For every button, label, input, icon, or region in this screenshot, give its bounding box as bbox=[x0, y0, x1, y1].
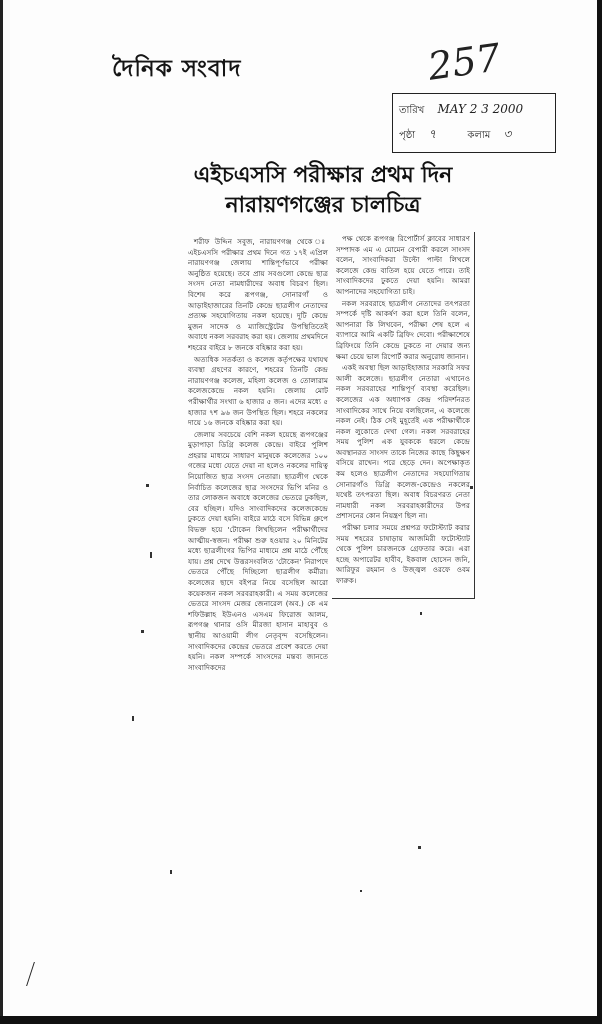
scan-speck bbox=[470, 486, 473, 489]
scan-speck bbox=[132, 716, 134, 721]
scan-speck bbox=[360, 890, 362, 892]
scan-speck bbox=[141, 630, 144, 633]
stamp-column-value: ৩ bbox=[503, 127, 512, 141]
scan-speck bbox=[150, 552, 152, 558]
scan-speck bbox=[418, 846, 421, 849]
article-paragraph: নকল সরবরাহে ছাত্রলীগ নেতাদের তৎপরতা সম্পর্কে দৃষ্টি আকর্ষণ করা হলে তিনি বলেন, আপনারা কি লিখবেন, পরীক্ষা শেষ হলে এ ব্যাপারে আমি একটি ব্রিফিং দেবো। পরীক্ষাশেষে ব্রিফিংয়ে তিনি কেন্দ্রে ঢুকতে না দেয়ার জন্য ক্ষমা চেয়ে ভাল রিপোর্ট করার অনুরোধ জানান। bbox=[336, 298, 470, 361]
scan-speck bbox=[170, 870, 172, 874]
newspaper-masthead: দৈনিক সংবাদ bbox=[112, 55, 242, 82]
stamp-date-label: তারিখ bbox=[399, 105, 425, 116]
scan-mark bbox=[26, 962, 43, 986]
article-paragraph: অত্যধিক সতর্কতা ও কলেজ কর্তৃপক্ষের যথাযথ ব্যবস্থা গ্রহণের কারণে, শহরের তিনটি কেন্দ্র নারায়ণগঞ্জ কলেজ, মহিলা কলেজ ও তোলারাম কলেজকেন্দ্রে নকল হয়নি। জেলায় মোট পরীক্ষার্থীর সংখ্যা ৬ হাজার ৫ জন। এদের মধ্যে ৫ হাজার ৭শ ৯৬ জন উপস্থিত ছিল। শহরে নকলের দায়ে ১৬ জনকে বহিষ্কার করা হয়। bbox=[188, 354, 328, 428]
handwritten-number: 257 bbox=[425, 35, 504, 89]
headline-line-2: নারায়ণগঞ্জের চালচিত্র bbox=[225, 192, 421, 218]
article-paragraph: একই অবস্থা ছিল আড়াইহাজার সরকারি সফর আলী কলেজে। ছাত্রলীগ নেতারা এখানেও নকল সরবরাহের শান্তিপূর্ণ ব্যবস্থা করেছিল। কলেজের এক অধ্যাপক কেন্দ্র পরিদর্শনরত সাংবাদিকের সাথে নিয়ে বলছিলেন, এ কলেজে নকল নেই। ঠিক সেই মুহূর্তেই এক পরীক্ষার্থীকে নকল লুকোতে দেখা গেল। নকল সরবরাহের সময় পুলিশ এক যুবককে ধরলে কেন্দ্রে অবস্থানরত সাংসদ তাকে নিজের কাছে কিছুক্ষণ বসিয়ে রাখেন। পরে ছেড়ে দেন। অপেক্ষাকৃত কম হলেও ছাত্রলীগ নেতাদের সহযোগিতায় সোনারগাঁও ডিগ্রি কলেজ-কেন্দ্রেও নকলের যথেষ্ট তৎপরতা ছিল। অবাধ বিচরণরত নেতা নামধারী নকল সরবরাহকারীদের উপর প্রশাসনের কোন নিয়ন্ত্রণ ছিল না। bbox=[336, 363, 470, 521]
date-stamp bbox=[392, 93, 556, 153]
article-column-right bbox=[336, 234, 470, 596]
stamp-page-row bbox=[399, 126, 511, 146]
article-paragraph: পক্ষ থেকে রূপগঞ্জ রিপোর্টার্স ক্লাবের সাধারণ সম্পাদক এম এ মোমেন বেপারী করলে সাংসদ বলেন, সাংবাদিকরা উল্টো পাল্টা লিখলে কলেজে কেন্দ্র বাতিল হয়ে যেতে পারে। তাই সাংবাদিকদের ঢুকতে দেয়া হয়নি। আমরা আপনাদের সহযোগিতা চাই। bbox=[336, 234, 470, 296]
headline-line-1: এইচএসসি পরীক্ষার প্রথম দিন bbox=[193, 162, 453, 188]
article-paragraph: শরীফ উদ্দিন সবুজ, নারায়ণগঞ্জ থেকে ঃ এইচএসসি পরীক্ষার প্রথম দিনে গত ১৭ই এপ্রিল নারায়ণগঞ্জ জেলায় শান্তিপূর্ণভাবে পরীক্ষা অনুষ্ঠিত হয়েছে। তবে প্রায় সবগুলো কেন্দ্রে ছাত্র সংসদ নেতা নামধারীদের অবাধ বিচরণ ছিল। বিশেষ করে রূপগঞ্জ, সোনারগাঁ ও আড়াইহাজারের তিনটি কেন্দ্রে ছাত্রলীগ নেতাদের প্রত্যক্ষ সহযোগিতায় নকল হয়েছে। দুটি কেন্দ্রে মুজন সাদেক ও ম্যাজিস্ট্রেটের উপস্থিতিতেই অবাধে নকল সরবরাহ করা হয়। জেলায় প্রথমদিনে শহরের বাইরে ৮ জনকে বহিষ্কার করা হয়। bbox=[188, 237, 328, 352]
article-headline bbox=[188, 160, 458, 220]
stamp-page-label: পৃষ্ঠা bbox=[399, 130, 416, 141]
scan-edge-left bbox=[0, 0, 3, 1024]
scan-speck bbox=[146, 484, 149, 487]
stamp-date-row bbox=[399, 102, 523, 120]
stamp-column-label: কলাম bbox=[467, 130, 491, 141]
article-column-left bbox=[188, 237, 328, 721]
stamp-date-value: MAY 2 3 2000 bbox=[437, 102, 524, 116]
scan-edge-right bbox=[597, 0, 602, 1024]
scan-speck bbox=[420, 612, 422, 615]
article-paragraph: জেলায় সবচেয়ে বেশি নকল হয়েছে রূপগঞ্জের মুড়াপাড়া ডিগ্রি কলেজ কেন্দ্রে। বাইরে পুলিশ প্রহরার মাধ্যমে সাধারণ মানুষকে কলেজের ১০০ গজের মধ্যে যেতে দেয়া না হলেও নকলের দায়িত্ব নিয়োজিত ছাত্র সংসদ নেতারা। ছাত্রলীগ থেকে নির্বাচিত কলেজের ছাত্র সংসদের ভিপি মনির ও তার লোকজন অবাধে কলেজের ভেতরে ঢুকছিল, বের হচ্ছিল। যদিও সাংবাদিকদের কলেজকেন্দ্রে ঢুকতে দেয়া হয়নি। বাইরে মাঠে বসে বিভিন্ন গ্রুপে বিভক্ত হয়ে 'টোকেন লিখছিলেন পরীক্ষার্থীদের আত্মীয়-স্বজন। পরীক্ষা শুরু হওয়ার ২০ মিনিটের মধ্যে ছাত্রলীগের ভিপির মাধ্যমে প্রশ্ন মাঠে পৌঁছে যায়। প্রশ্ন দেখে উত্তরসংবলিত 'টোকেন' নিরাপদে ভেতরে পৌঁছে দিচ্ছিলো ছাত্রলীগ কর্মীরা। কলেজের ছাদে বইপত্র নিয়ে বসেছিল আরো কয়েকজন নকল সরবরাহকারী। এ সময় কলেজের ভেতরে সাংসদ মেজর জেনারেল (অব.) কে এম শফিউল্লাহ ইউএনও এসএম ফিরোজ আলম, রূপগঞ্জ থানার ওসি মীরজা হাসান মাহাবুব ও স্থানীয় আওয়ামী লীগ নেতৃবৃন্দ বসেছিলেন। সাংবাদিকদের কেন্দ্রের ভেতরে প্রবেশ করতে দেয়া হয়নি। নকল সম্পর্কে সাংসদের মন্তব্য জানতে সাংবাদিকদের bbox=[188, 429, 328, 672]
article-paragraph: পরীক্ষা চলার সময়ে প্রশ্নপত্র ফটোস্ট্যাট করার সময় শহরের চাষাড়ায় আজমিরী ফটোস্ট্যাট থেকে পুলিশ চারজনকে গ্রেফতার করে। এরা হচ্ছে অপারেটর হাবীব, ইকবাল হোসেন জনি, আরিফুর রহমান ও উজ্জ্বল ওরফে ওবম ফারুক। bbox=[336, 523, 470, 585]
stamp-page-value: ৭ bbox=[428, 127, 437, 141]
scan-edge-bottom bbox=[0, 1016, 602, 1024]
